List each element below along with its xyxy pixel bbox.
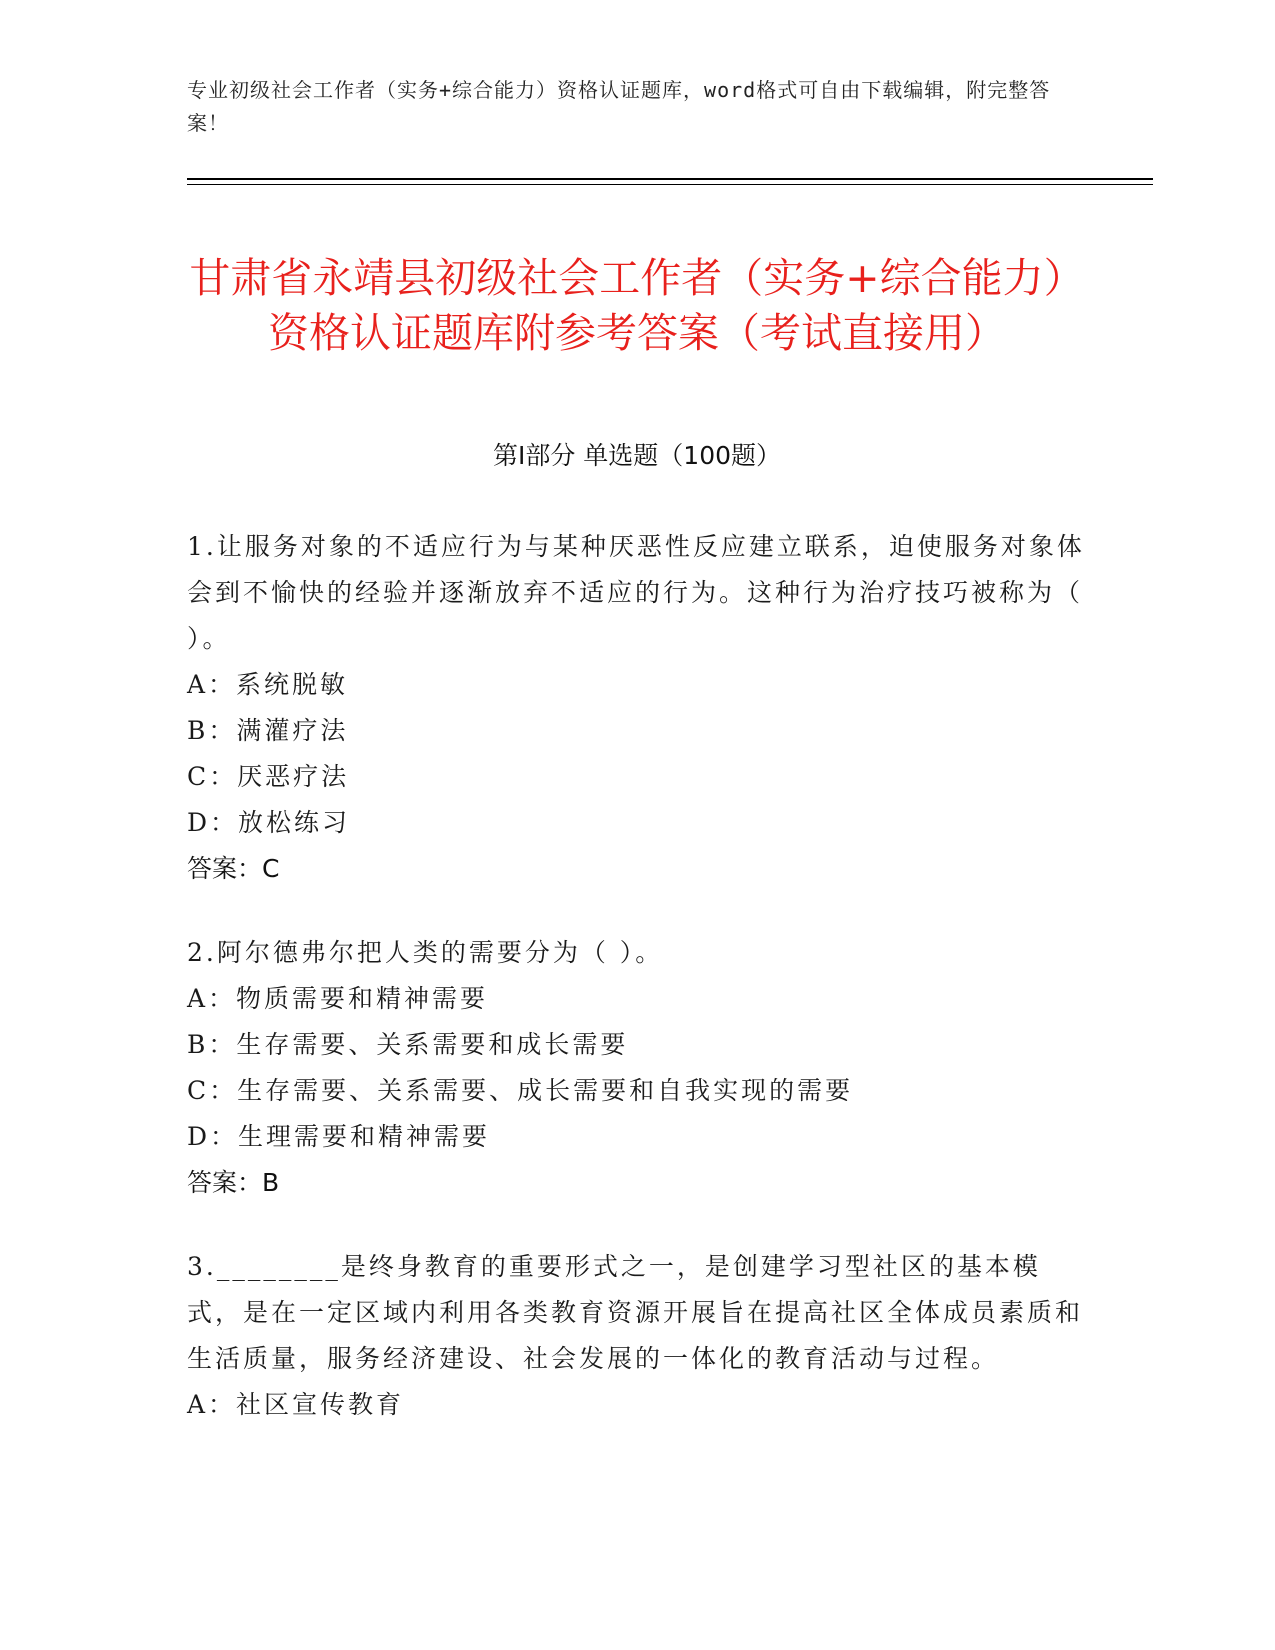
question-option-b: B：满灌疗法	[187, 716, 349, 745]
question-answer: 答案：B	[187, 1168, 280, 1197]
question-option-a: A：社区宣传教育	[187, 1390, 405, 1419]
question-item	[187, 524, 1087, 892]
question-item	[187, 930, 1087, 1206]
header-note: 专业初级社会工作者（实务+综合能力）资格认证题库，word格式可自由下载编辑，附完整答案！	[187, 78, 1051, 135]
header-rule-thin	[187, 184, 1153, 185]
question-stem: 3.________是终身教育的重要形式之一，是创建学习型社区的基本模式，是在一定区域内利用各类教育资源开展旨在提高社区全体成员素质和生活质量，服务经济建设、社会发展的一体化的教育活动与过程。	[187, 1252, 1084, 1373]
question-item	[187, 1244, 1087, 1428]
question-option-a: A：系统脱敏	[187, 670, 349, 699]
question-stem: 1.让服务对象的不适应行为与某种厌恶性反应建立联系，迫使服务对象体会到不愉快的经验并逐渐放弃不适应的行为。这种行为治疗技巧被称为（ ）。	[187, 532, 1085, 653]
question-stem: 2.阿尔德弗尔把人类的需要分为（ ）。	[187, 938, 664, 967]
question-option-d: D：生理需要和精神需要	[187, 1122, 491, 1151]
question-option-a: A：物质需要和精神需要	[187, 984, 489, 1013]
question-list	[187, 524, 1087, 1466]
question-option-d: D：放松练习	[187, 808, 351, 837]
question-option-b: B：生存需要、关系需要和成长需要	[187, 1030, 629, 1059]
question-option-c: C：生存需要、关系需要、成长需要和自我实现的需要	[187, 1076, 854, 1105]
document-title: 甘肃省永靖县初级社会工作者（实务+综合能力）资格认证题库附参考答案（考试直接用）	[189, 254, 1085, 358]
question-answer: 答案：C	[187, 854, 280, 883]
section-title: 第I部分 单选题（100题）	[492, 441, 782, 470]
header-rule-thick	[187, 178, 1153, 180]
question-option-c: C：厌恶疗法	[187, 762, 350, 791]
